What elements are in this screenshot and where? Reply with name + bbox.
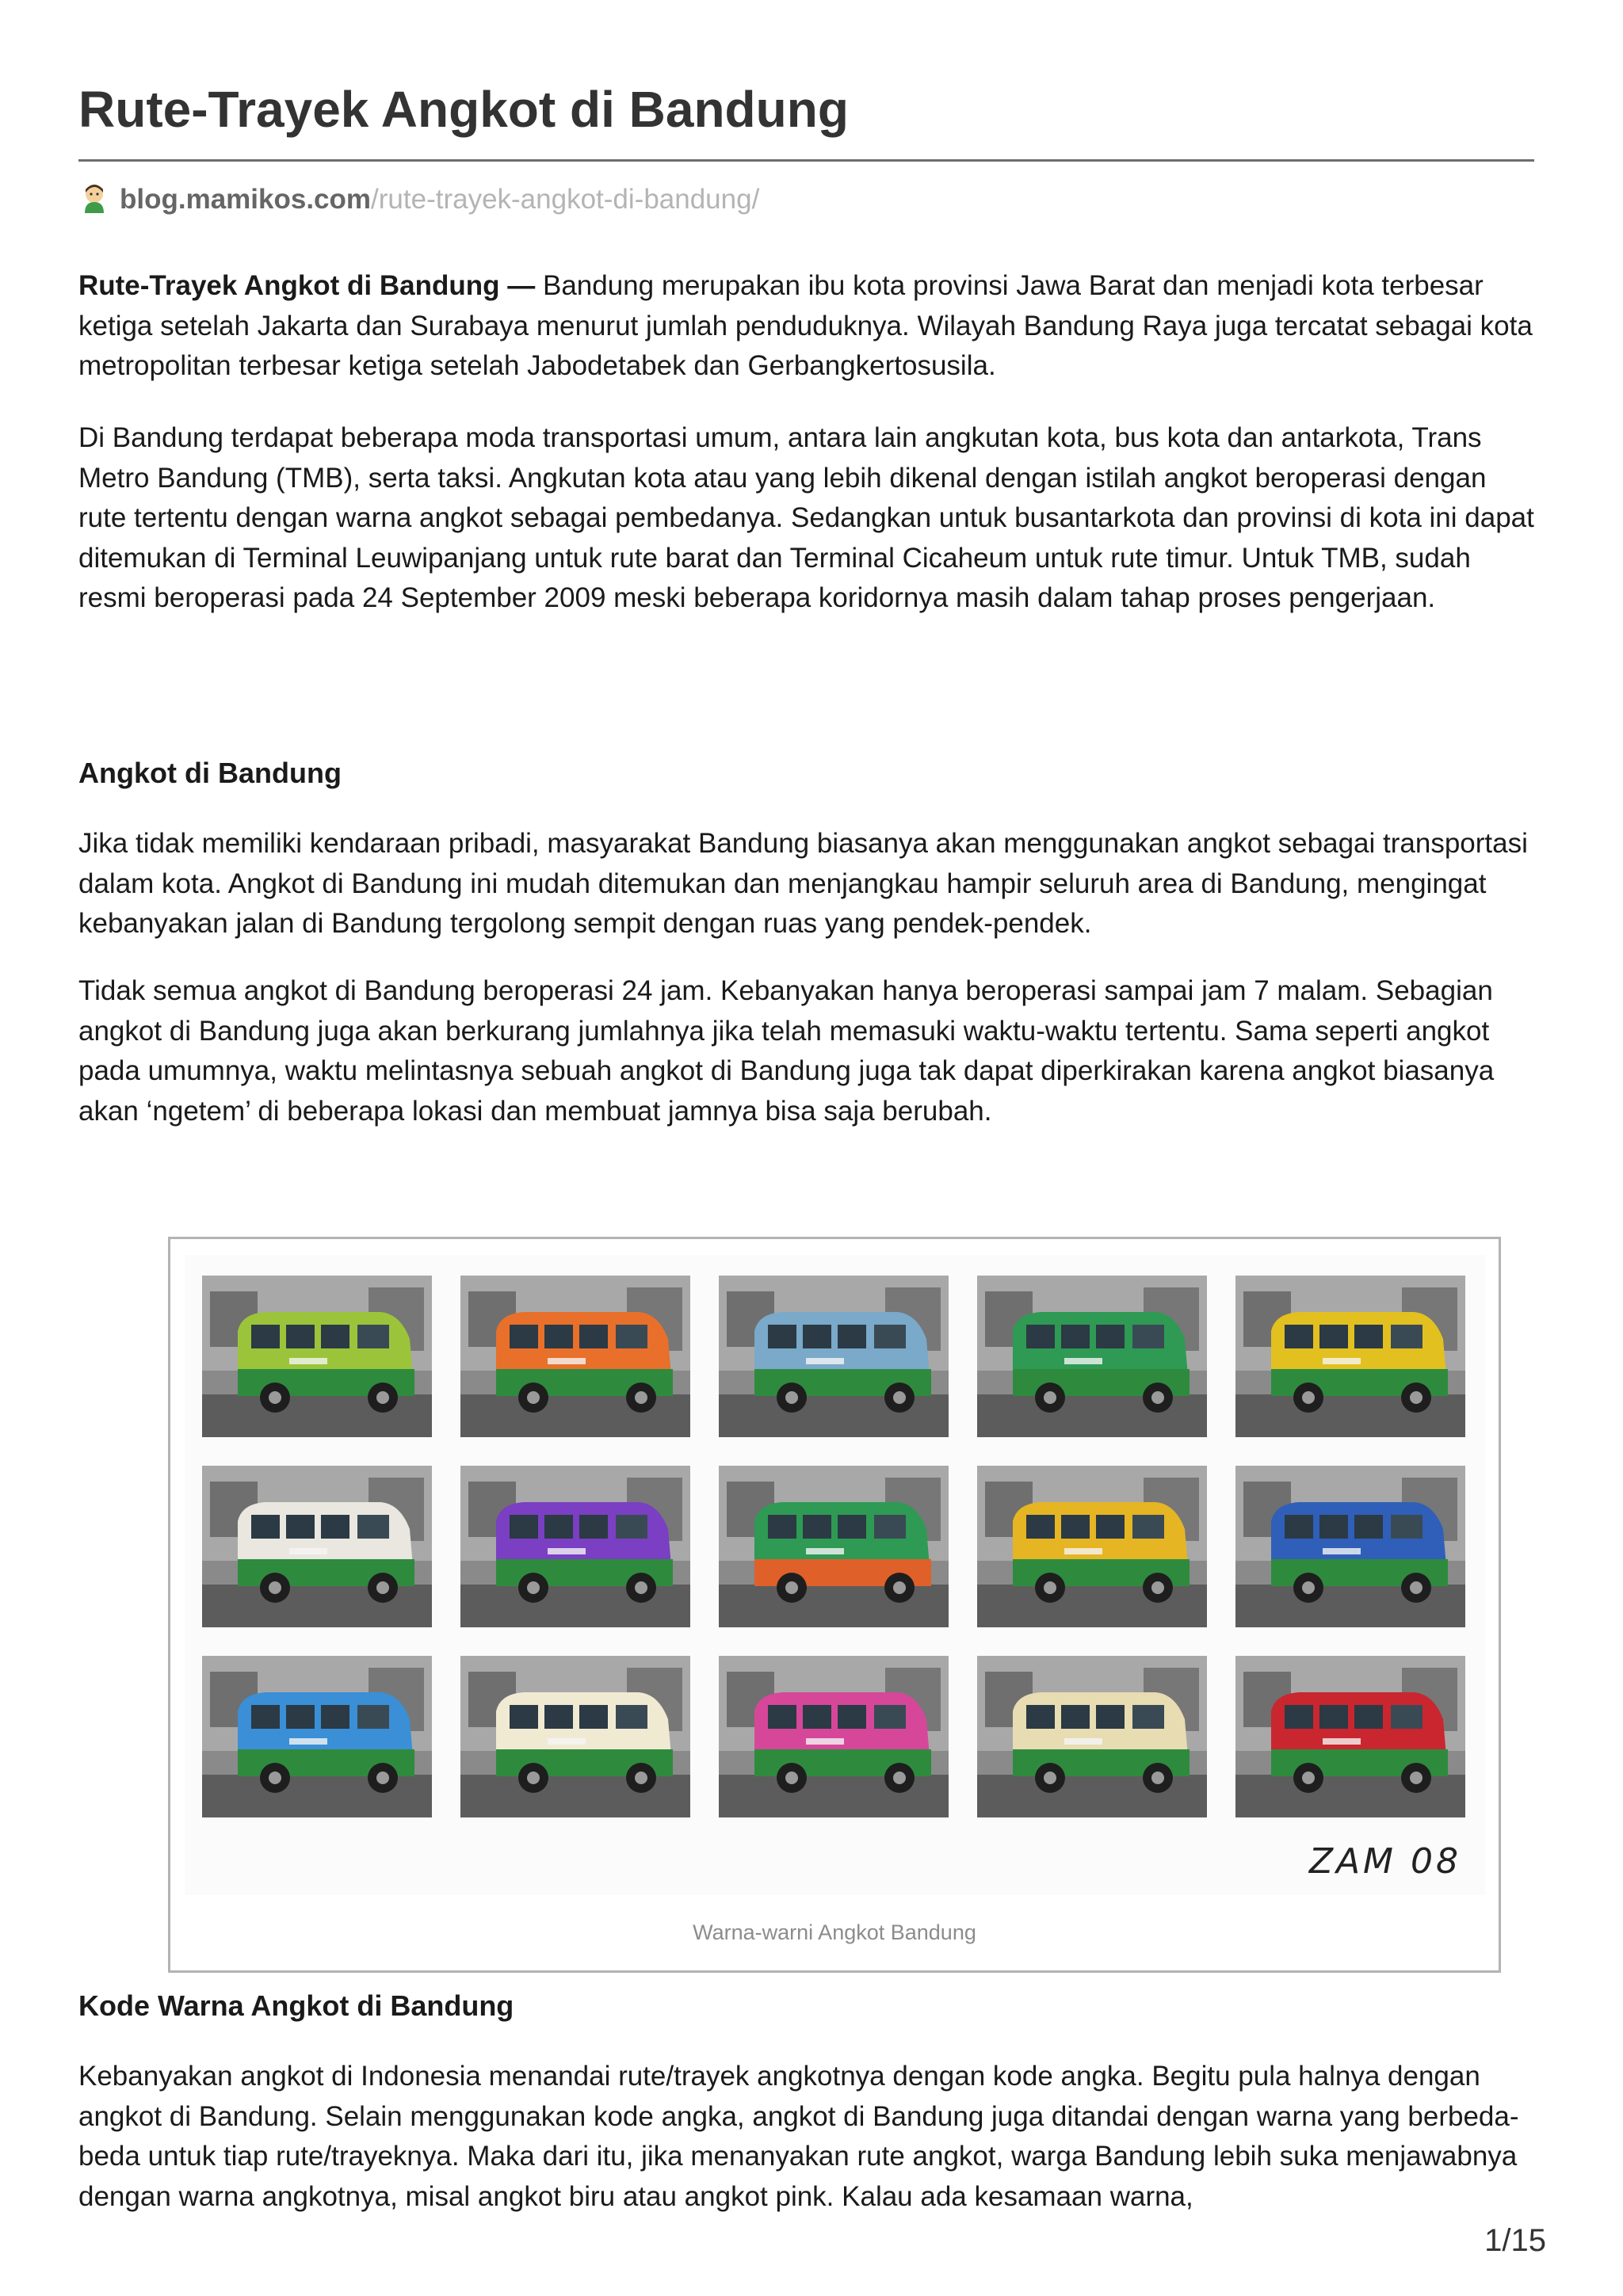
section-1-paragraph-1: Jika tidak memiliki kendaraan pribadi, masyarakat Bandung biasanya akan menggunakan angkot sebagai transportasi dalam kota. Angkot di Bandung ini mudah ditemukan dan menjangkau hampir seluruh area di Bandung, mengingat kebanyakan jalan di Bandung tergolong sempit dengan ruas yang pendek-pendek. [78, 828, 1528, 939]
source-line [78, 181, 759, 219]
angkot-photo [202, 1276, 432, 1437]
angkot-photo [977, 1656, 1207, 1817]
angkot-photo [202, 1656, 432, 1817]
angkot-photo [1235, 1656, 1465, 1817]
page-number: 1/15 [1484, 2223, 1546, 2258]
angkot-figure [168, 1237, 1501, 1973]
photo-signature: ZAM 08 [1308, 1841, 1461, 1882]
favicon-icon [78, 181, 110, 213]
intro-paragraph [78, 266, 1537, 387]
source-domain-link[interactable]: blog.mamikos.com [120, 184, 372, 215]
angkot-photo [1235, 1276, 1465, 1437]
angkot-photo [719, 1466, 949, 1627]
figure-caption: Warna-warni Angkot Bandung [693, 1920, 976, 1944]
angkot-photo [202, 1466, 432, 1627]
angkot-photo [1235, 1466, 1465, 1627]
angkot-photo [460, 1656, 690, 1817]
title-divider [78, 159, 1534, 162]
intro-lead: Rute-Trayek Angkot di Bandung — [78, 270, 543, 301]
source-path-link[interactable]: /rute-trayek-angkot-di-bandung/ [371, 184, 760, 215]
angkot-photo [977, 1466, 1207, 1627]
section-1-paragraph-2: Tidak semua angkot di Bandung beroperasi 24 jam. Kebanyakan hanya beroperasi sampai jam 7 malam. Sebagian angkot di Bandung juga akan berkurang jumlahnya jika telah memasuki waktu-waktu tertentu. Sama seperti angkot pada umumnya, waktu melintasnya sebuah angkot di Bandung juga tak dapat diperkirakan karena angkot biasanya akan ‘ngetem’ di beberapa lokasi dan membuat jamnya bisa saja berubah. [78, 975, 1495, 1127]
angkot-photo [460, 1466, 690, 1627]
section-heading-kode-warna: Kode Warna Angkot di Bandung [78, 1989, 514, 2022]
angkot-photo [460, 1276, 690, 1437]
page-title: Rute-Trayek Angkot di Bandung [78, 81, 849, 138]
intro-text: Bandung merupakan ibu kota provinsi Jawa Barat dan menjadi kota terbesar ketiga setelah Jakarta dan Surabaya menurut jumlah penduduknya. Wilayah Bandung Raya juga tercatat sebagai kota metropolitan terbesar ketiga setelah Jabodetabek dan Gerbangkertosusila. [78, 270, 1533, 381]
paragraph-2: Di Bandung terdapat beberapa moda transportasi umum, antara lain angkutan kota, bus kota dan antarkota, Trans Metro Bandung (TMB), serta taksi. Angkutan kota atau yang lebih dikenal dengan istilah angkot beroperasi dengan rute tertentu dengan warna angkot sebagai pembedanya. Sedangkan untuk busantarkota dan provinsi di kota ini dapat ditemukan di Terminal Leuwipanjang untuk rute barat dan Terminal Cicaheum untuk rute timur. Untuk TMB, sudah resmi beroperasi pada 24 September 2009 meski beberapa koridornya masih dalam tahap proses pengerjaan. [78, 422, 1534, 613]
angkot-photo [977, 1276, 1207, 1437]
angkot-photo-collage [185, 1255, 1485, 1895]
section-2-paragraph-1: Kebanyakan angkot di Indonesia menandai rute/trayek angkotnya dengan kode angka. Begitu pula halnya dengan angkot di Bandung. Selain menggunakan kode angka, angkot di Bandung juga ditandai dengan warna yang berbeda-beda untuk tiap rute/trayeknya. Maka dari itu, jika menanyakan rute angkot, warga Bandung lebih suka menjawabnya dengan warna angkotnya, misal angkot biru atau angkot pink. Kalau ada kesamaan warna, [78, 2061, 1519, 2212]
section-heading-angkot: Angkot di Bandung [78, 757, 342, 789]
angkot-photo [719, 1276, 949, 1437]
angkot-photo [719, 1656, 949, 1817]
